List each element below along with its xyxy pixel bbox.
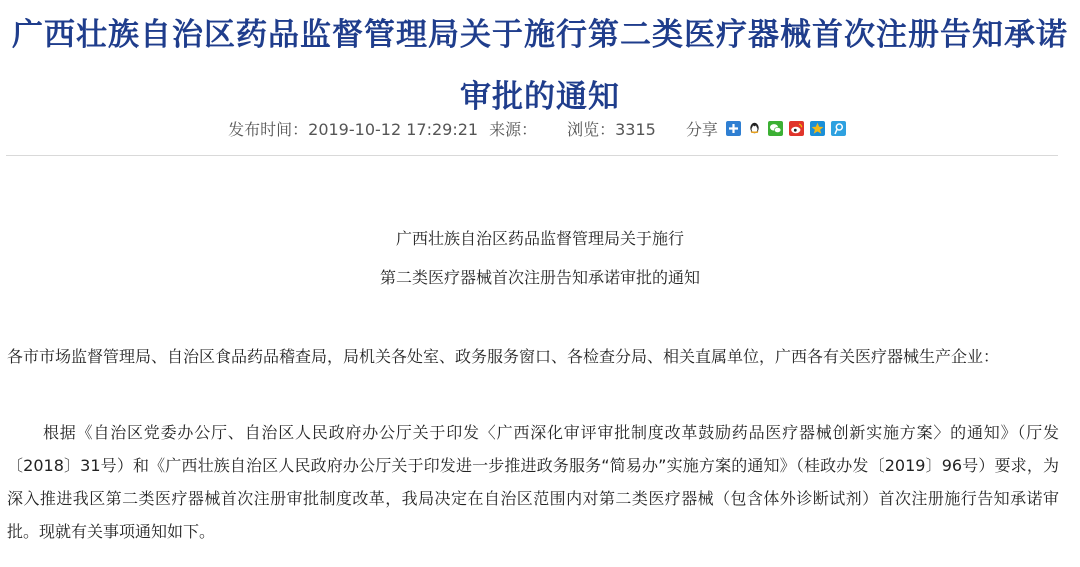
article-meta-bar <box>0 113 1080 143</box>
article-title: 广西壮族自治区药品监督管理局关于施行第二类医疗器械首次注册告知承诺审批的通知 <box>12 17 1068 115</box>
share-icon-group <box>726 121 852 136</box>
document-heading-line1: 广西壮族自治区药品监督管理局关于施行 <box>395 229 684 248</box>
source-label: 来源： <box>489 119 538 139</box>
share-label: 分享 <box>685 119 718 139</box>
tencent-weibo-share-icon[interactable] <box>831 121 846 136</box>
document-heading-line2: 第二类医疗器械首次注册告知承诺审批的通知 <box>379 268 700 287</box>
weibo-share-icon[interactable] <box>789 121 804 136</box>
wechat-share-icon[interactable] <box>768 121 783 136</box>
plus-share-icon[interactable] <box>726 121 741 136</box>
document-addressee: 各市市场监督管理局、自治区食品药品稽查局，局机关各处室、政务服务窗口、各检查分局、相关直属单位，广西各有关医疗器械生产企业： <box>7 347 1000 366</box>
view-count: 浏览：3315 <box>567 119 656 139</box>
publish-time: 发布时间：2019-10-12 17:29:21 <box>228 119 479 139</box>
qzone-share-icon[interactable] <box>810 121 825 136</box>
document-paragraph-1: 根据《自治区党委办公厅、自治区人民政府办公厅关于印发〈广西深化审评审批制度改革鼓励药品医疗器械创新实施方案〉的通知》（厅发〔2018〕31号）和《广西壮族自治区人民政府办公厅关于印发进一步推进政务服务“简易办”实施方案的通知》（桂政办发〔2019〕96号）要求，为深入推进我区第二类医疗器械首次注册审批制度改革，我局决定在自治区范围内对第二类医疗器械（包含体外诊断试剂）首次注册施行告知承诺审批。现就有关事项通知如下。 <box>7 423 1059 541</box>
title-divider <box>6 155 1058 156</box>
qq-share-icon[interactable] <box>747 121 762 136</box>
